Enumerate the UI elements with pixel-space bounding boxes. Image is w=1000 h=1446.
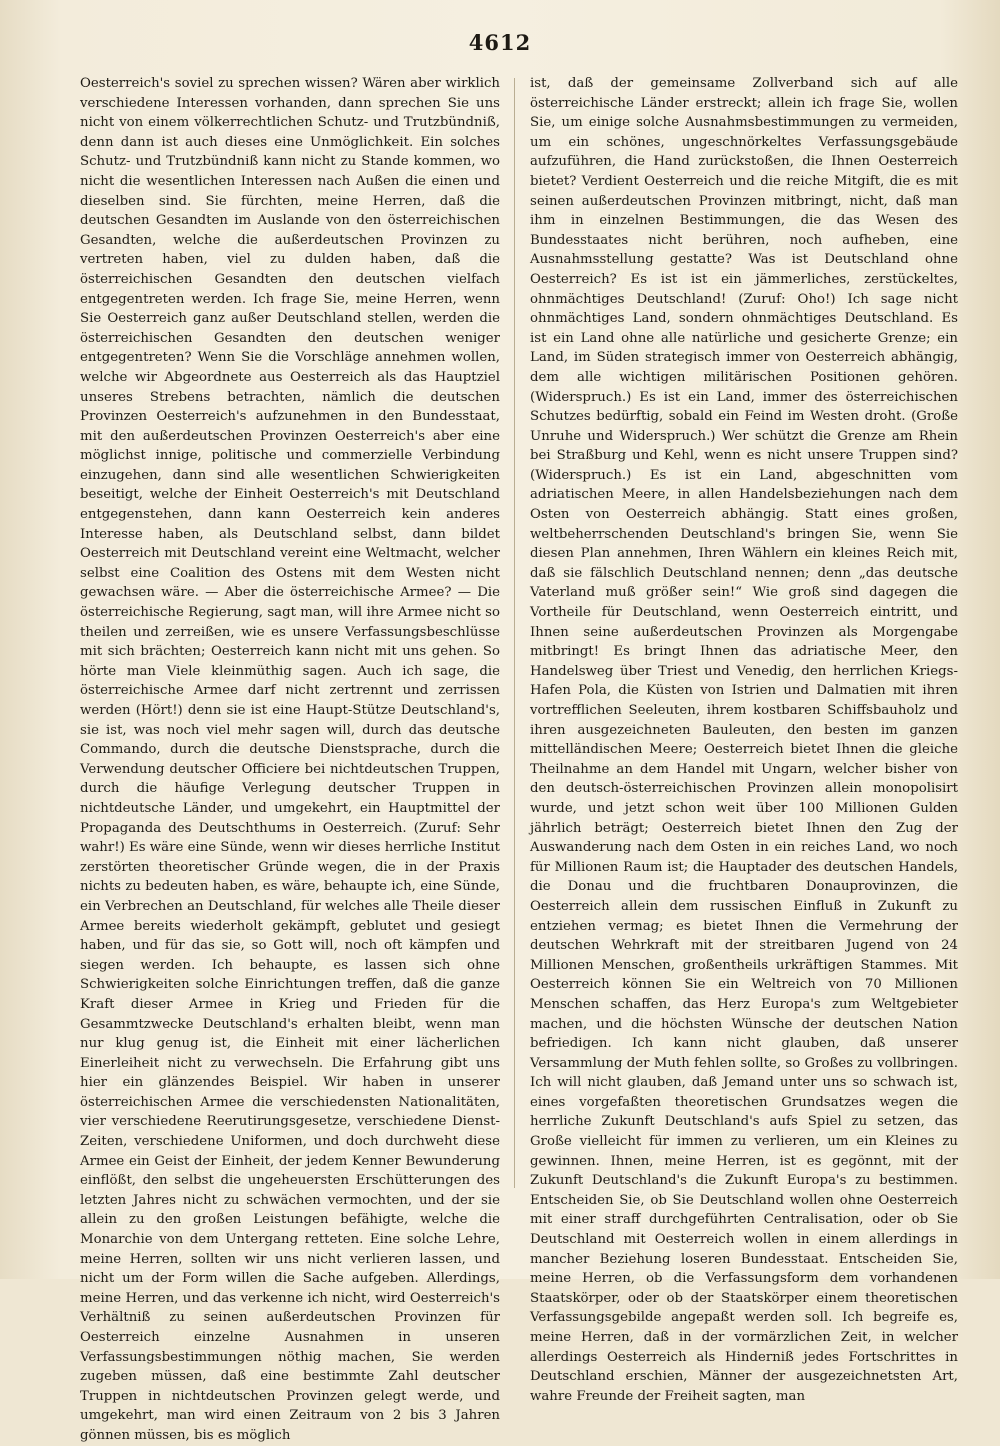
- page-number: 4612: [468, 30, 532, 55]
- left-column-text: [80, 74, 500, 1443]
- column-divider: [514, 78, 515, 1188]
- right-column-text: [530, 74, 958, 1404]
- left-column-paragraph: Oesterreich's soviel zu sprechen wissen? Wären aber wirklich verschiedene Interessen vorhanden, dann sprechen Sie uns nicht von einem völkerrechtlichen Schutz- und Trutzbündniß, denn dann ist auch dieses eine Unmöglichkeit. Ein solches Schutz- und Trutzbündniß kann nicht zu Stande kommen, wo nicht die wesentlichen Interessen nach Außen die einen und dieselben sind. Sie fürchten, meine Herren, daß die deutschen Gesandten im Auslande von den österreichischen Gesandten, welche die außerdeutschen Provinzen zu vertreten haben, viel zu dulden haben, daß die österreichischen Gesandten den deutschen vielfach entgegentreten werden. Ich frage Sie, meine Herren, wenn Sie Oesterreich ganz außer Deutschland stellen, werden die österreichischen Gesandten den deutschen weniger entgegentreten? Wenn Sie die Vorschläge annehmen wollen, welche wir Abgeordnete aus Oesterreich als das Hauptziel unseres Strebens betrachten, nämlich die deutschen Provinzen Oesterreich's aufzunehmen in den Bundesstaat, mit den außerdeutschen Provinzen Oesterreich's aber eine möglichst innige, politische und commerzielle Verbindung einzugehen, dann sind alle wesentlichen Schwierigkeiten beseitigt, welche der Einheit Oesterreich's mit Deutschland entgegenstehen, dann kann Oesterreich kein anderes Interesse haben, als Deutschland selbst, dann bildet Oesterreich mit Deutschland vereint eine Weltmacht, welcher selbst eine Coalition des Ostens mit dem Westen nicht gewachsen wäre. — Aber die österreichische Armee? — Die österreichische Regierung, sagt man, will ihre Armee nicht so theilen und zerreißen, wie es unsere Verfassungsbeschlüsse mit sich brächten; Oesterreich kann nicht mit uns gehen. So hörte man Viele kleinmüthig sagen. Auch ich sage, die österreichische Armee darf nicht zertrennt und zerrissen werden (Hört!) denn sie ist eine Haupt-Stütze Deutschland's, sie ist, was noch viel mehr sagen will, durch das deutsche Commando, durch die deutsche Dienstsprache, durch die Verwendung deutscher Officiere bei nichtdeutschen Truppen, durch die häufige Verlegung deutscher Truppen in nichtdeutsche Länder, und umgekehrt, ein Hauptmittel der Propaganda des Deutschthums in Oesterreich. (Zuruf: Sehr wahr!) Es wäre eine Sünde, wenn wir dieses herrliche Institut zerstörten theoretischer Gründe wegen, die in der Praxis nichts zu bedeuten haben, es wäre, behaupte ich, eine Sünde, ein Verbrechen an Deutschland, für welches alle Theile dieser Armee bereits wiederholt gekämpft, geblutet und gesiegt haben, und für das sie, so Gott will, noch oft kämpfen und siegen werden. Ich behaupte, es lassen sich ohne Schwierigkeiten solche Einrichtungen treffen, daß die ganze Kraft dieser Armee in Krieg und Frieden für die Gesammtzwecke Deutschland's erhalten bleibt, wenn man nur klug genug ist, die Einheit mit einer lächerlichen Einerleiheit nicht zu verwechseln. Die Erfahrung gibt uns hier ein glänzendes Beispiel. Wir haben in unserer österreichischen Armee die verschiedensten Nationalitäten, vier verschiedene Reerutirungsgesetze, verschiedene Dienst-Zeiten, verschiedene Uniformen, und doch durchweht diese Armee ein Geist der Einheit, der jedem Kenner Bewunderung einflößt, den selbst die ungeheuersten Erschütterungen des letzten Jahres nicht zu schwächen vermochten, und der sie allein zu den großen Leistungen befähigte, welche die Monarchie von dem Untergang retteten. Eine solche Lehre, meine Herren, sollten wir uns nicht verlieren lassen, und nicht um der Form willen die Sache aufgeben. Allerdings, meine Herren, und das verkenne ich nicht, wird Oesterreich's Verhältniß zu seinen außerdeutschen Provinzen für Oesterreich einzelne Ausnahmen in unseren Verfassungsbestimmungen nöthig machen, Sie werden zugeben müssen, daß eine bestimmte Zahl deutscher Truppen in nichtdeutschen Provinzen gelegt werde, und umgekehrt, man wird einen Zeitraum von 2 bis 3 Jahren gönnen müssen, bis es möglich: [80, 76, 500, 1443]
- right-column-paragraph: ist, daß der gemeinsame Zollverband sich auf alle österreichische Länder erstreckt; allein ich frage Sie, wollen Sie, um einige solche Ausnahmsbestimmungen zu vermeiden, um ein schönes, ungeschnörkeltes Verfassungsgebäude aufzuführen, die Hand zurückstoßen, die Ihnen Oesterreich bietet? Verdient Oesterreich und die reiche Mitgift, die es mit seinen außerdeutschen Provinzen mitbringt, nicht, daß man ihm in einzelnen Bestimmungen, die das Wesen des Bundesstaates nicht berühren, noch aufheben, eine Ausnahmsstellung gestatte? Was ist Deutschland ohne Oesterreich? Es ist ist ein jämmerliches, zerstückeltes, ohnmächtiges Deutschland! (Zuruf: Oho!) Ich sage nicht ohnmächtiges Land, sondern ohnmächtiges Deutschland. Es ist ein Land ohne alle natürliche und gesicherte Grenze; ein Land, im Süden strategisch immer von Oesterreich abhängig, dem alle wichtigen militärischen Positionen gehören. (Widerspruch.) Es ist ein Land, immer des österreichischen Schutzes bedürftig, sobald ein Feind im Westen droht. (Große Unruhe und Widerspruch.) Wer schützt die Grenze am Rhein bei Straßburg und Kehl, wenn es nicht unsere Truppen sind? (Widerspruch.) Es ist ein Land, abgeschnitten vom adriatischen Meere, in allen Handelsbeziehungen nach dem Osten von Oesterreich abhängig. Statt eines großen, weltbeherrschenden Deutschland's bringen Sie, wenn Sie diesen Plan annehmen, Ihren Wählern ein kleines Reich mit, daß sie fälschlich Deutschland nennen; denn „das deutsche Vaterland muß größer sein!“ Wie groß sind dagegen die Vortheile für Deutschland, wenn Oesterreich eintritt, und Ihnen seine außerdeutschen Provinzen als Morgengabe mitbringt! Es bringt Ihnen das adriatische Meer, den Handelsweg über Triest und Venedig, den herrlichen Kriegs-Hafen Pola, die Küsten von Istrien und Dalmatien mit ihren vortrefflichen Seeleuten, ihrem kostbaren Schiffsbauholz und ihren ausgezeichneten Bauleuten, den besten im ganzen mittelländischen Meere; Oesterreich bietet Ihnen die gleiche Theilnahme an dem Handel mit Ungarn, welcher bisher von den deutsch-österreichischen Provinzen allein monopolisirt wurde, und jetzt schon weit über 100 Millionen Gulden jährlich beträgt; Oesterreich bietet Ihnen den Zug der Auswanderung nach dem Osten in ein reiches Land, wo noch für Millionen Raum ist; die Hauptader des deutschen Handels, die Donau und die fruchtbaren Donauprovinzen, die Oesterreich allein dem russischen Einfluß in Zukunft zu entziehen vermag; es bietet Ihnen die Vermehrung der deutschen Wehrkraft mit der streitbaren Jugend von 24 Millionen Menschen, großentheils urkräftigen Stammes. Mit Oesterreich können Sie ein Weltreich von 70 Millionen Menschen schaffen, das Herz Europa's zum Weltgebieter machen, und die höchsten Wünsche der deutschen Nation befriedigen. Ich kann nicht glauben, daß unserer Versammlung der Muth fehlen sollte, so Großes zu vollbringen. Ich will nicht glauben, daß Jemand unter uns so schwach ist, eines vorgefaßten theoretischen Grundsatzes wegen die herrliche Zukunft Deutschland's aufs Spiel zu setzen, das Große vielleicht für immen zu verlieren, um ein Kleines zu gewinnen. Ihnen, meine Herren, ist es gegönnt, mit der Zukunft Deutschland's die Zukunft Europa's zu bestimmen. Entscheiden Sie, ob Sie Deutschland wollen ohne Oesterreich mit einer straff durchgeführten Centralisation, oder ob Sie Deutschland mit Oesterreich wollen in einem allerdings in mancher Beziehung loseren Bundesstaat. Entscheiden Sie, meine Herren, ob die Verfassungsform dem vorhandenen Staatskörper, oder ob der Staatskörper einem theoretischen Verfassungsgebilde angepaßt werden soll. Ich begreife es, meine Herren, daß in der vormärzlichen Zeit, in welcher allerdings Oesterreich als Hinderniß jedes Fortschrittes in Deutschland erschien, Männer der ausgezeichnetsten Art, wahre Freunde der Freiheit sagten, man: [530, 76, 958, 1404]
